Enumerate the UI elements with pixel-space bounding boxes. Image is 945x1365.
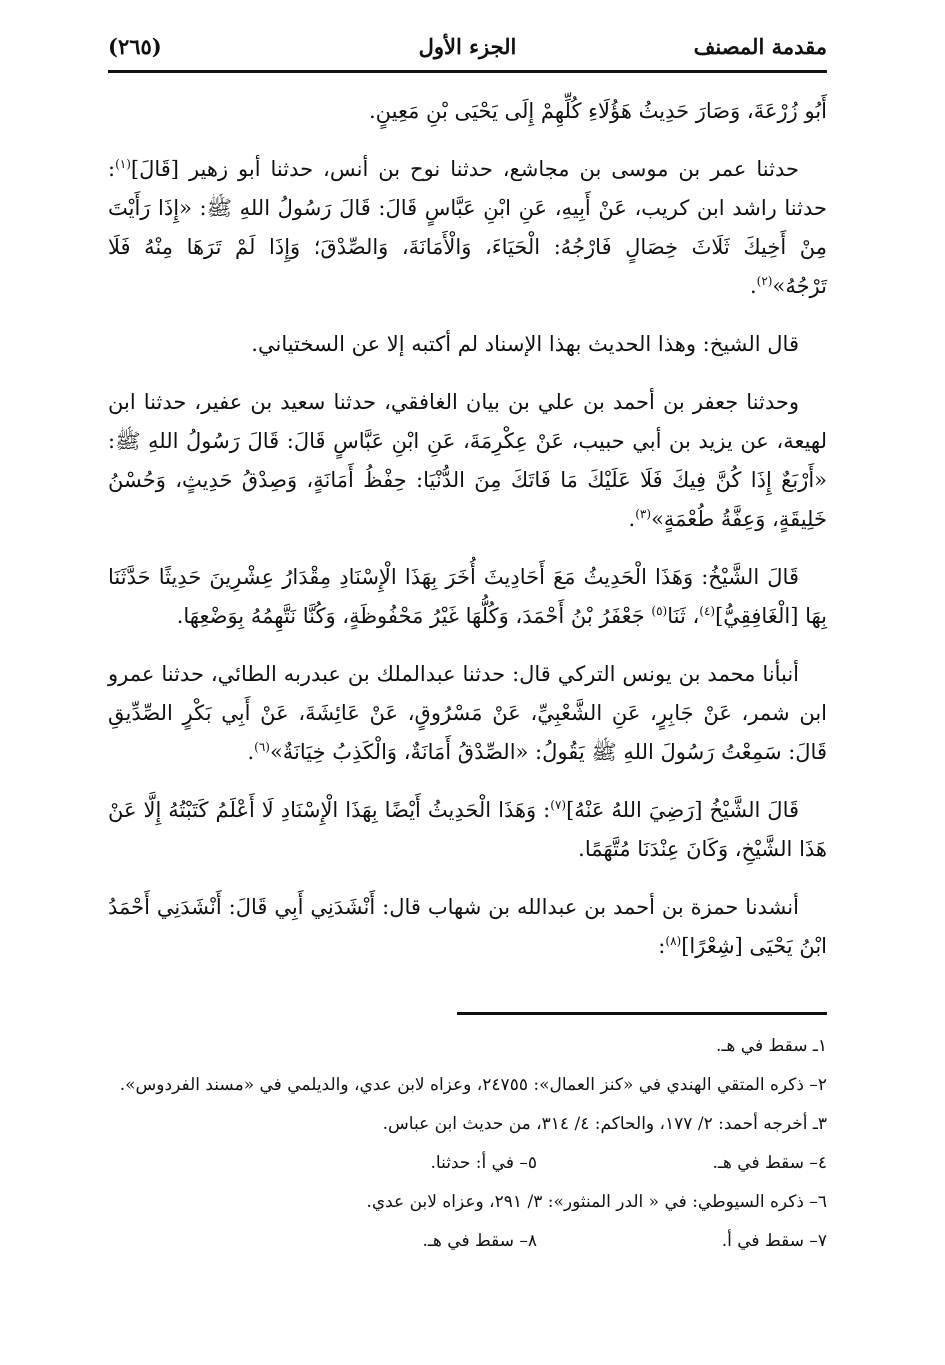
paragraph: قَالَ الشَّيْخُ: وَهَذَا الْحَدِيثُ مَعَ أَحَادِيثَ أُخَرَ بِهَذَا الْإِسْنَادِ مِقْدَارُ عِشْرِينَ حَدِيثًا حَدَّثَنَا بِهَا [الْغَافِقِيُّ]$^{(٤)}$، ثَنَا$^{(٥)}$ جَعْفَرُ بْنُ أَحْمَدَ، وَكُلُّهَا غَيْرُ مَحْفُوظَةٍ، وَكُنَّا نَتَّهِمُهُ بِوَضْعِهَا. bbox=[108, 565, 827, 628]
footnote-7: ٧– سقط في أ. bbox=[721, 1231, 827, 1251]
footnotes bbox=[108, 1030, 827, 1264]
footnote-row bbox=[108, 1225, 827, 1258]
paragraph: أَبُو زُرْعَةَ، وَصَارَ حَدِيثُ هَؤُلَاءِ كُلِّهِمْ إِلَى يَحْيَى بْنِ مَعِينٍ. bbox=[368, 99, 827, 123]
paragraph: قال الشيخ: وهذا الحديث بهذا الإسناد لم أكتبه إلا عن السختياني. bbox=[251, 332, 799, 356]
footnote-ref: (٧) bbox=[550, 798, 567, 812]
footnote-2: ٢– ذكره المتقي الهندي في «كنز العمال»: ٢٤٧٥٥، وعزاه لابن عدي، والديلمي في «مسند الفردوس». bbox=[119, 1075, 827, 1095]
section-title: مقدمة المصنف bbox=[693, 34, 827, 59]
main-text bbox=[108, 92, 827, 985]
footnote-6: ٦– ذكره السيوطي: في « الدر المنثور»: ٣/ ٢٩١، وعزاه لابن عدي. bbox=[366, 1192, 827, 1212]
footnote-ref: (٨) bbox=[665, 934, 682, 948]
footnote-5: ٥– في أ: حدثنا. bbox=[430, 1153, 537, 1173]
part-title: الجزء الأول bbox=[418, 34, 517, 59]
footnote-ref: (٥) bbox=[651, 604, 668, 618]
footnote-ref: (٤) bbox=[699, 604, 716, 618]
footnote-ref: (٦) bbox=[254, 740, 270, 754]
footnote-ref: (٣) bbox=[635, 507, 652, 521]
footnote-row bbox=[108, 1147, 827, 1180]
paragraph: قَالَ الشَّيْخُ [رَضِيَ اللهُ عَنْهُ]$^{(٧)}$: وَهَذَا الْحَدِيثُ أَيْضًا بِهَذَا الْإِسْنَادِ لَا أَعْلَمُ كَتَبْتُهُ إِلَّا عَنْ هَذَا الشَّيْخِ، وَكَانَ عِنْدَنَا مُتَّهَمًا. bbox=[108, 798, 827, 861]
paragraph: حدثنا عمر بن موسى بن مجاشع، حدثنا نوح بن أنس، حدثنا أبو زهير [قَالَ]$^{(١)}$: حدثنا راشد ابن كريب، عَنْ أَبِيهِ، عَنِ ابْنِ عَبَّاسٍ قَالَ: قَالَ رَسُولُ اللهِ ﷺ: «إِذَا رَأَيْتَ مِنْ أَخِيكَ ثَلَاثَ خِصَالٍ فَارْجُهُ: الْحَيَاءَ، وَالْأَمَانَةَ، وَالصِّدْقَ؛ وَإِذَا لَمْ تَرَهَا مِنْهُ فَلَا تَرْجُهُ»$^{(٢)}$. bbox=[108, 157, 827, 298]
paragraph: أنبأنا محمد بن يونس التركي قال: حدثنا عبدالملك بن عبدربه الطائي، حدثنا عمرو ابن شمر، عَنْ جَابِرٍ، عَنِ الشَّعْبِيِّ، عَنْ مَسْرُوقٍ، عَنْ عَائِشَةَ، عَنْ أَبِي بَكْرٍ الصِّدِّيقِ قَالَ: سَمِعْتُ رَسُولَ اللهِ ﷺ يَقُولُ: «الصِّدْقُ أَمَانَةٌ، وَالْكَذِبُ خِيَانَةٌ»$^{(٦)}$. bbox=[108, 662, 827, 764]
paragraph: أنشدنا حمزة بن أحمد بن عبدالله بن شهاب قال: أَنْشَدَنِي أَبِي قَالَ: أَنْشَدَنِي أَحْمَدُ ابْنُ يَحْيَى [شِعْرًا]$^{(٨)}$: bbox=[108, 895, 827, 958]
footnote-3: ٣ـ أخرجه أحمد: ٢/ ١٧٧، والحاكم: ٤/ ٣١٤، من حديث ابن عباس. bbox=[382, 1114, 827, 1134]
footnote-ref: (١) bbox=[115, 157, 131, 171]
footnote-8: ٨– سقط في هـ. bbox=[422, 1231, 537, 1251]
footnote-1: ١ـ سقط في هـ. bbox=[716, 1036, 827, 1056]
paragraph: وحدثنا جعفر بن أحمد بن علي بن بيان الغافقي، حدثنا سعيد بن عفير، حدثنا ابن لهيعة، عن يزيد بن أبي حبيب، عَنْ عِكْرِمَةَ، عَنِ ابْنِ عَبَّاسٍ قَالَ: قَالَ رَسُولُ اللهِ ﷺ: «أَرْبَعٌ إِذَا كُنَّ فِيكَ فَلَا عَلَيْكَ مَا فَاتَكَ مِنَ الدُّنْيَا: حِفْظُ أَمَانَةٍ، وَصِدْقُ حَدِيثٍ، وَحُسْنُ خَلِيقَةٍ، وَعِفَّةُ طُعْمَةٍ»$^{(٣)}$. bbox=[108, 390, 827, 531]
footnote-ref: (٢) bbox=[756, 274, 773, 288]
footnote-separator bbox=[457, 1012, 827, 1015]
page-header bbox=[108, 30, 827, 73]
footnote-4: ٤– سقط في هـ. bbox=[712, 1153, 827, 1173]
page-number: (٢٦٥) bbox=[108, 34, 162, 59]
